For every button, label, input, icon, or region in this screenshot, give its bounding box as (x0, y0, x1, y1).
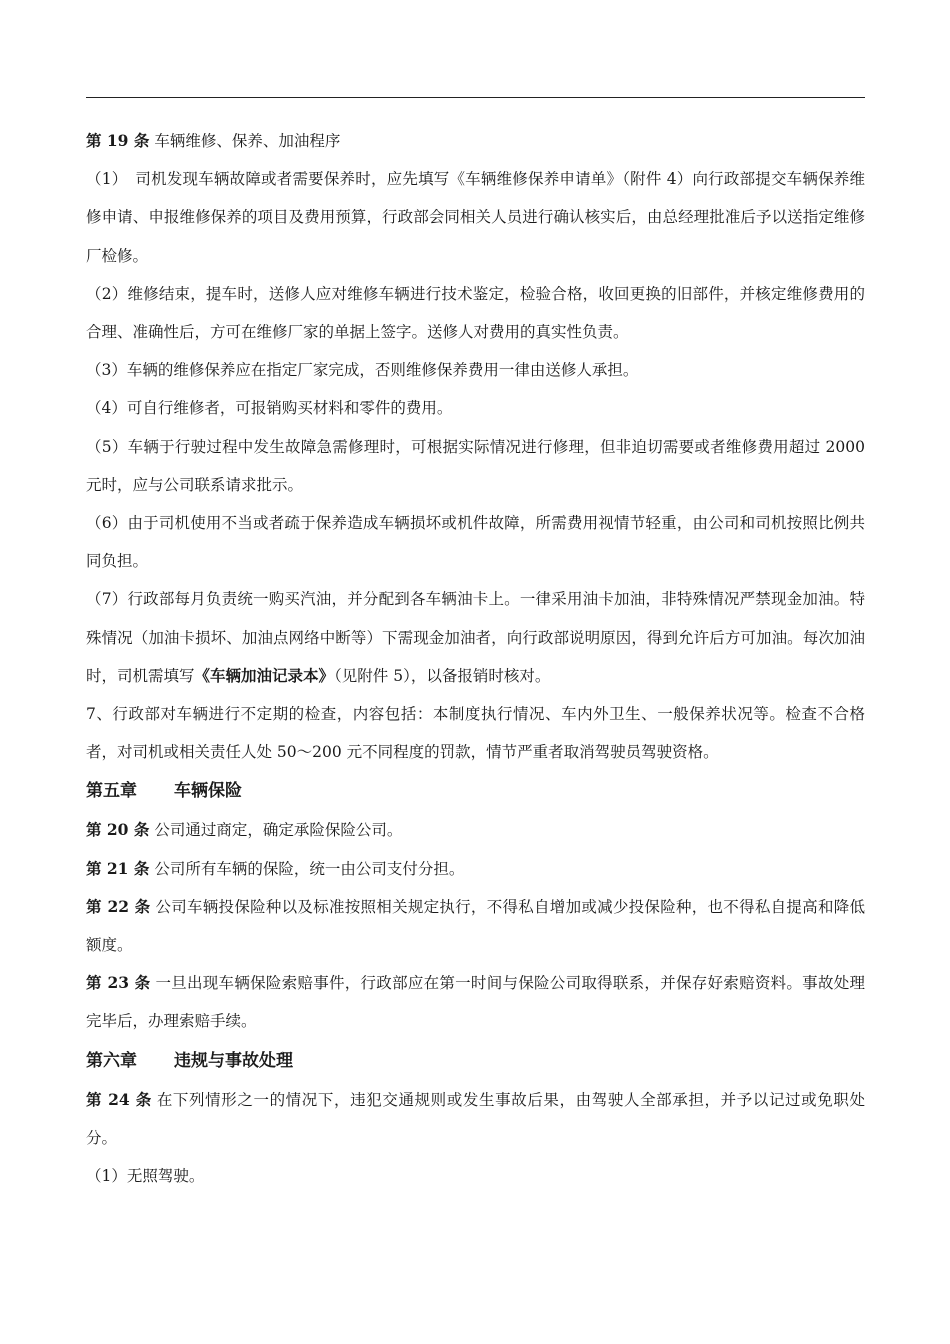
article-19-item-4: （4）可自行维修者，可报销购买材料和零件的费用。 (86, 399, 453, 418)
article-20 (86, 811, 865, 849)
chapter-title: 违规与事故处理 (174, 1050, 293, 1071)
article-22 (86, 888, 865, 964)
chapter-5-heading (86, 771, 865, 811)
article-24-item-1: （1）无照驾驶。 (86, 1167, 205, 1186)
article-label: 第 19 条 (86, 131, 150, 150)
article-text: 在下列情形之一的情况下，违犯交通规则或发生事故后果，由驾驶人全部承担，并予以记过或免职处分。 (86, 1090, 865, 1147)
article-text: 公司车辆投保险种以及标准按照相关规定执行，不得私自增加或减少投保险种，也不得私自提高和降低额度。 (86, 897, 865, 955)
article-text: 一旦出现车辆保险索赔事件，行政部应在第一时间与保险公司取得联系，并保存好索赔资料。事故处理完毕后，办理索赔手续。 (86, 974, 865, 1031)
fuel-log-title: 《车辆加油记录本》 (194, 665, 335, 685)
item-7-tail: （见附件 5），以备报销时核对。 (334, 666, 551, 685)
article-24 (86, 1081, 865, 1157)
article-19-item-6: （6）由于司机使用不当或者疏于保养造成车辆损坏或机件故障，所需费用视情节轻重，由公司和司机按照比例共同负担。 (86, 514, 865, 571)
article-19-heading (86, 122, 865, 160)
article-23 (86, 964, 865, 1040)
article-label: 第 23 条 (86, 973, 151, 993)
item-7-text: （7）行政部每月负责统一购买汽油，并分配到各车辆油卡上。一律采用油卡加油，非特殊情况严禁现金加油。特殊情况（加油卡损坏、加油点网络中断等）下需现金加油者，向行政部说明原因，得到允许后方可加油。每次加油时，司机需填写 (86, 590, 865, 685)
chapter-6-heading (86, 1041, 865, 1081)
article-19-item-2: （2）维修结束，提车时，送修人应对维修车辆进行技术鉴定，检验合格，收回更换的旧部件，并核定维修费用的合理、准确性后，方可在维修厂家的单据上签字。送修人对费用的真实性负责。 (86, 284, 865, 342)
article-19-item-7 (86, 580, 865, 695)
article-19-item-5: （5）车辆于行驶过程中发生故障急需修理时，可根据实际情况进行修理，但非迫切需要或者维修费用超过 2000 元时，应与公司联系请求批示。 (86, 437, 865, 494)
article-21 (86, 850, 865, 888)
article-label: 第 24 条 (86, 1089, 152, 1109)
article-19-item-1: （1） 司机发现车辆故障或者需要保养时，应先填写《车辆维修保养申请单》（附件 4）向行政部提交车辆保养维修申请、申报维修保养的项目及费用预算，行政部会同相关人员进行确认核实后，由总经理批准后予以送指定维修厂检修。 (86, 170, 865, 265)
chapter-title: 车辆保险 (174, 781, 242, 802)
article-19-item-3: （3）车辆的维修保养应在指定厂家完成，否则维修保养费用一律由送修人承担。 (86, 361, 639, 380)
chapter-number: 第五章 (86, 781, 137, 802)
header-rule (86, 97, 865, 98)
article-text: 公司通过商定，确定承险保险公司。 (154, 821, 403, 840)
article-label: 第 21 条 (86, 858, 150, 878)
chapter-number: 第六章 (86, 1050, 137, 1071)
article-title: 车辆维修、保养、加油程序 (154, 132, 341, 150)
article-label: 第 22 条 (86, 896, 151, 916)
document-body (86, 122, 865, 1195)
article-label: 第 20 条 (86, 820, 150, 840)
article-19-item-8: 7、行政部对车辆进行不定期的检查，内容包括：本制度执行情况、车内外卫生、一般保养状况等。检查不合格者，对司机或相关责任人处 50～200 元不同程度的罚款，情节严重者取消驾驶员驾驶资格。 (86, 705, 865, 762)
article-text: 公司所有车辆的保险，统一由公司支付分担。 (154, 859, 465, 878)
